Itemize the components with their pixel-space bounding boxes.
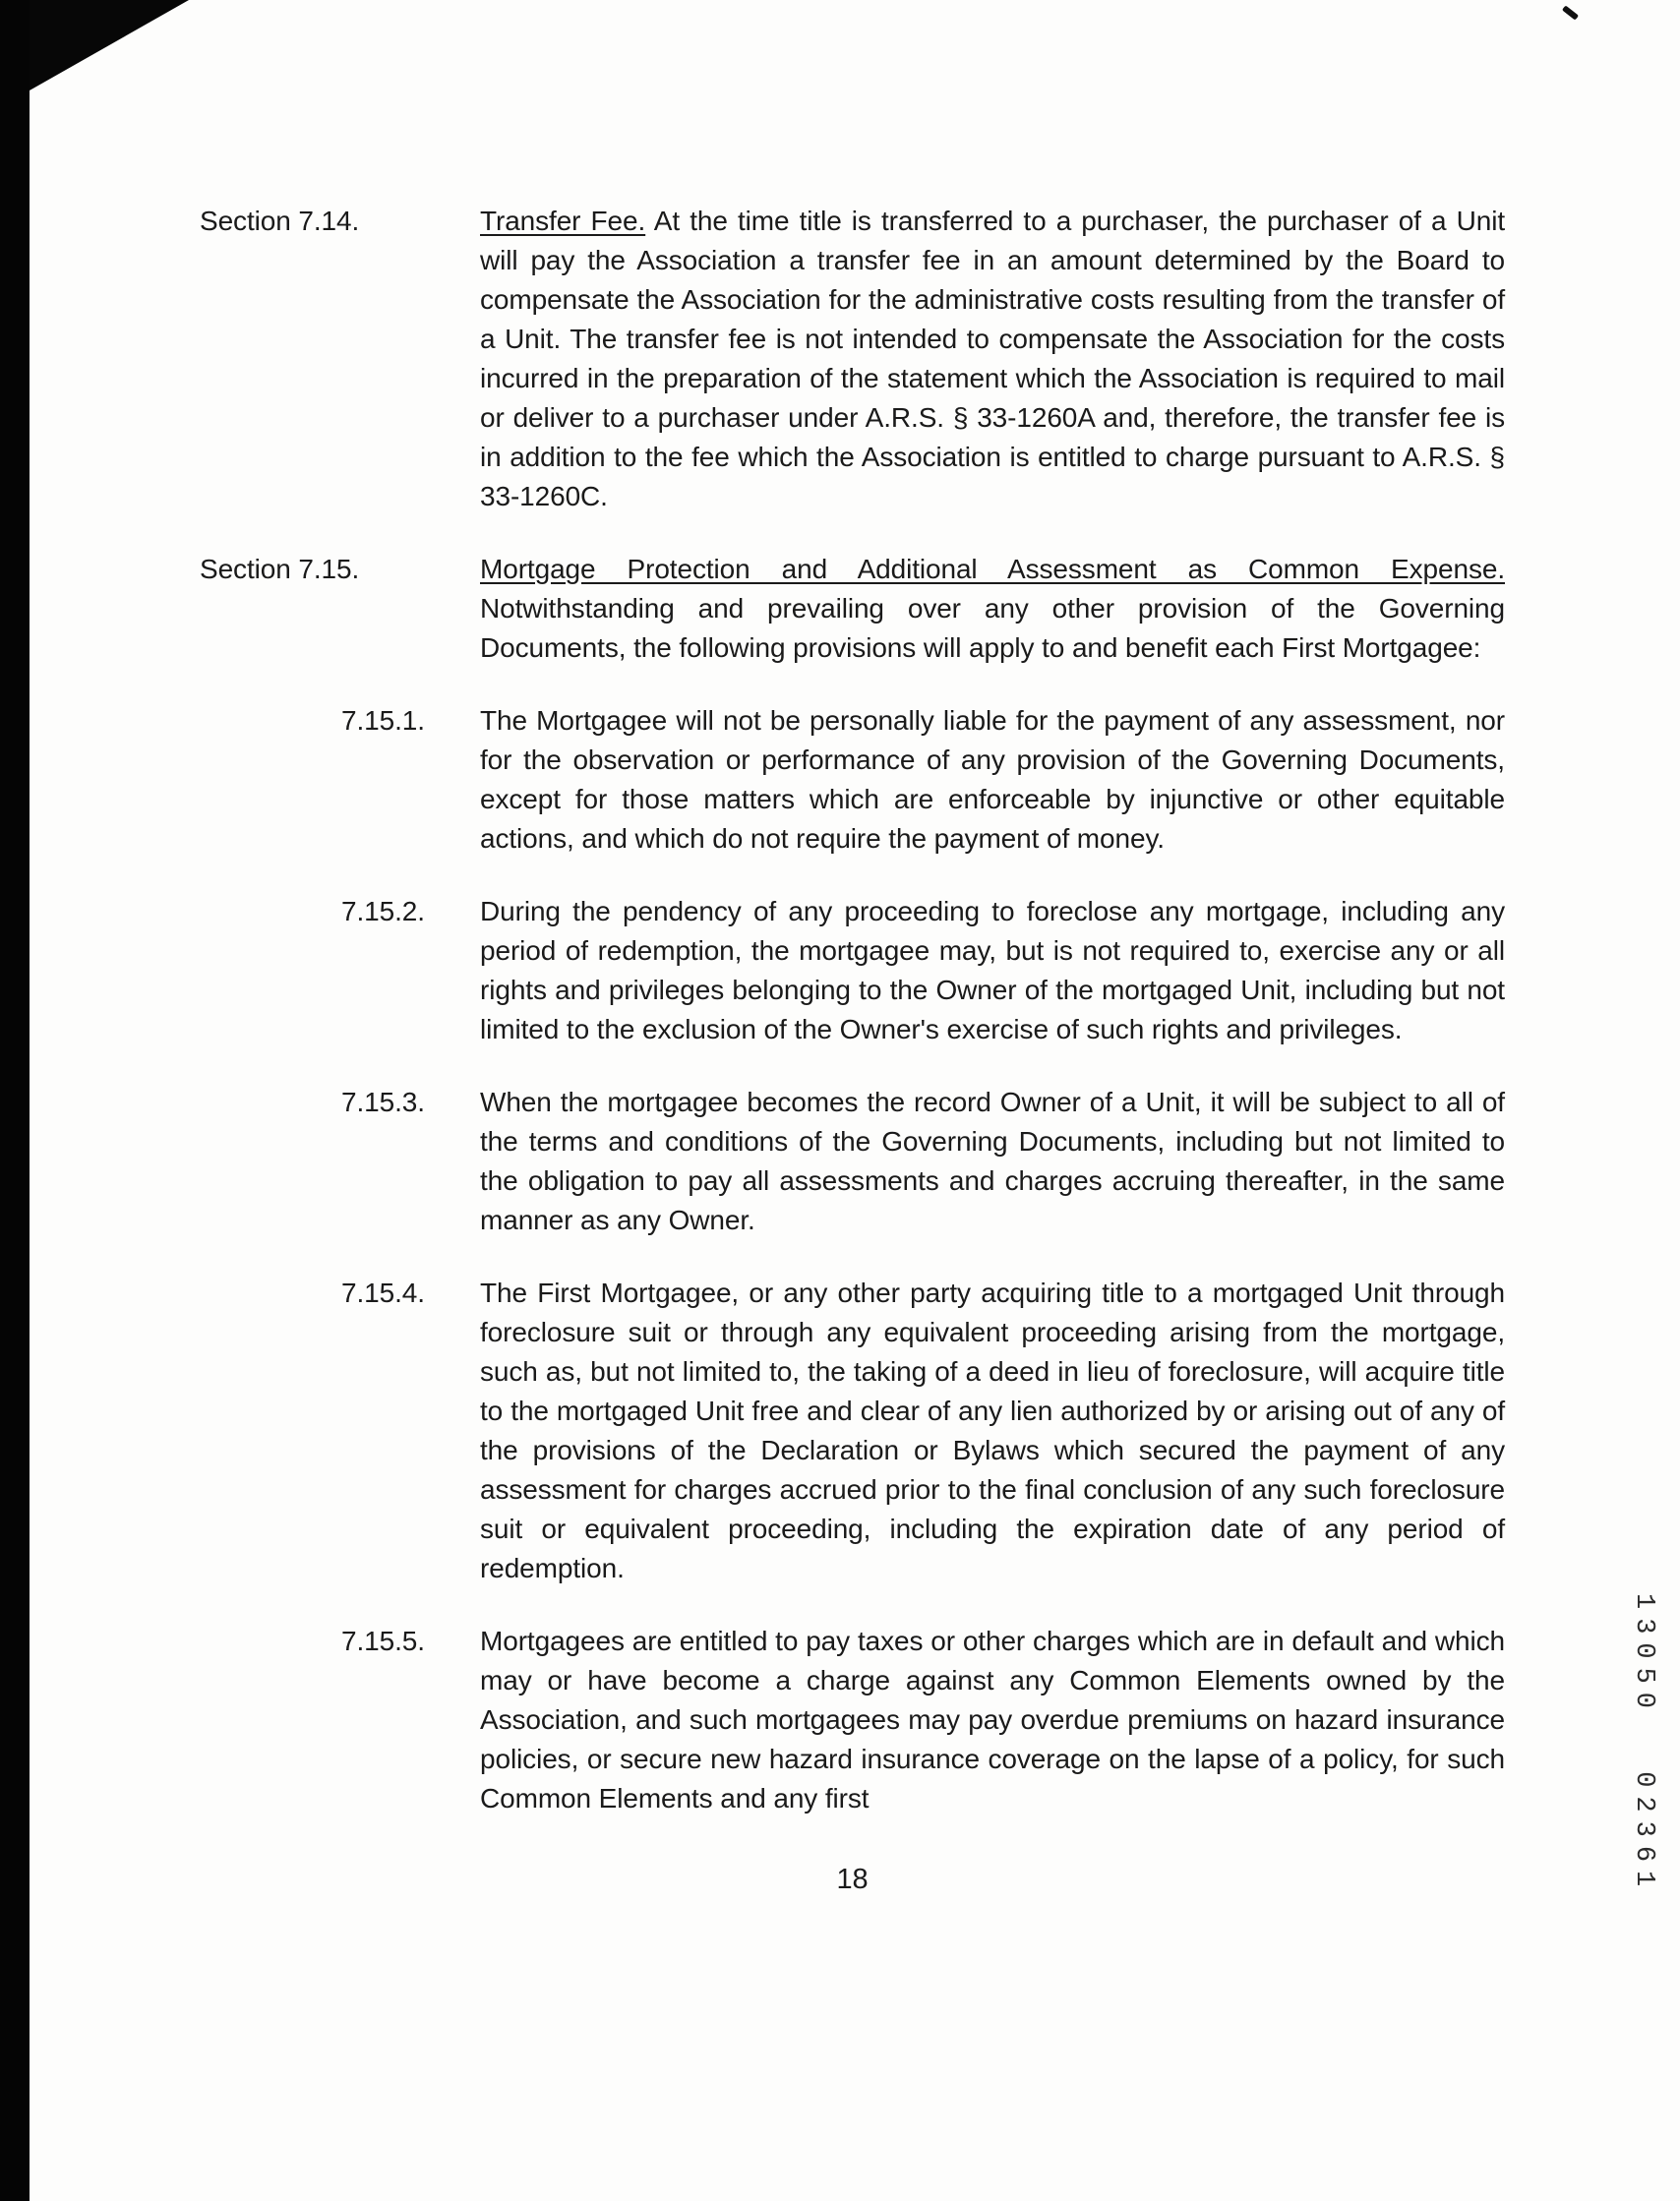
section-7-14 — [200, 202, 1505, 516]
page-number: 18 — [836, 1864, 869, 1895]
section-7-15-text: Notwithstanding and prevailing over any other provision of the Governing Documents, the following provisions will apply to and benefit each First Mortgagee: — [480, 593, 1505, 663]
subsection-7-15-5-text: Mortgagees are entitled to pay taxes or other charges which are in default and which may or have become a charge against any Common Elements owned by the Association, and such mortgagees may pay overdue premiums on hazard insurance policies, or secure new hazard insurance coverage on the lapse of a policy, for such Common Elements and any first — [480, 1626, 1505, 1814]
subsection-7-15-3-label: 7.15.3. — [341, 1087, 425, 1117]
section-7-15 — [200, 550, 1505, 668]
subsection-7-15-4-text: The First Mortgagee, or any other party acquiring title to a mortgaged Unit through foreclosure suit or through any equivalent proceeding arising from the mortgage, such as, but not limited to, the taking of a deed in lieu of foreclosure, will acquire title to the mortgaged Unit free and clear of any lien authorized by or arising out of any of the provisions of the Declaration or Bylaws which secured the payment of any assessment for charges accrued prior to the final conclusion of any such foreclosure suit or equivalent proceeding, including the expiration date of any period of redemption. — [480, 1278, 1505, 1583]
scan-corner-fold-artifact — [30, 0, 189, 90]
section-7-14-text: At the time title is transferred to a purchaser, the purchaser of a Unit will pay the Association a transfer fee in an amount determined by the Board to compensate the Association for the administrative costs resulting from the transfer of a Unit. The transfer fee is not intended to compensate the Association for the costs incurred in the preparation of the statement which the Association is required to mail or deliver to a purchaser under A.R.S. § 33-1260A and, therefore, the transfer fee is in addition to the fee which the Association is entitled to charge pursuant to A.R.S. § 33-1260C. — [480, 206, 1506, 511]
document-content — [200, 202, 1505, 1899]
recorder-stamp-number: 13050 02361 — [1629, 1593, 1658, 1896]
scan-edge-bar — [0, 0, 30, 2201]
section-7-14-label: Section 7.14. — [200, 206, 360, 236]
subsection-7-15-5 — [341, 1622, 1505, 1818]
subsection-7-15-2-text: During the pendency of any proceeding to foreclose any mortgage, including any period of redemption, the mortgagee may, but is not required to, exercise any or all rights and privileges belonging to the Owner of the mortgaged Unit, including but not limited to the exclusion of the Owner's exercise of such rights and privileges. — [480, 896, 1505, 1044]
section-7-15-label: Section 7.15. — [200, 554, 360, 584]
section-7-14-paragraph — [480, 202, 1505, 516]
subsection-7-15-1 — [341, 701, 1505, 859]
subsection-7-15-2-label: 7.15.2. — [341, 896, 425, 926]
scan-speck — [1562, 5, 1579, 20]
subsection-7-15-3-text: When the mortgagee becomes the record Owner of a Unit, it will be subject to all of the terms and conditions of the Governing Documents, including but not limited to the obligation to pay all assessments and charges accruing thereafter, in the same manner as any Owner. — [480, 1087, 1505, 1235]
subsection-7-15-4-label: 7.15.4. — [341, 1278, 425, 1308]
section-7-14-heading: Transfer Fee. — [480, 206, 646, 236]
subsection-7-15-3 — [341, 1083, 1505, 1240]
section-7-15-paragraph — [480, 550, 1505, 668]
subsection-7-15-1-text: The Mortgagee will not be personally liable for the payment of any assessment, nor for the observation or performance of any provision of the Governing Documents, except for those matters which are enforceable by injunctive or other equitable actions, and which do not require the payment of money. — [480, 705, 1505, 854]
section-7-15-heading: Mortgage Protection and Additional Assessment as Common Expense. — [480, 554, 1505, 584]
subsection-7-15-2 — [341, 892, 1505, 1049]
subsection-7-15-1-label: 7.15.1. — [341, 705, 425, 736]
subsection-7-15-4 — [341, 1274, 1505, 1588]
subsection-7-15-5-label: 7.15.5. — [341, 1626, 425, 1656]
